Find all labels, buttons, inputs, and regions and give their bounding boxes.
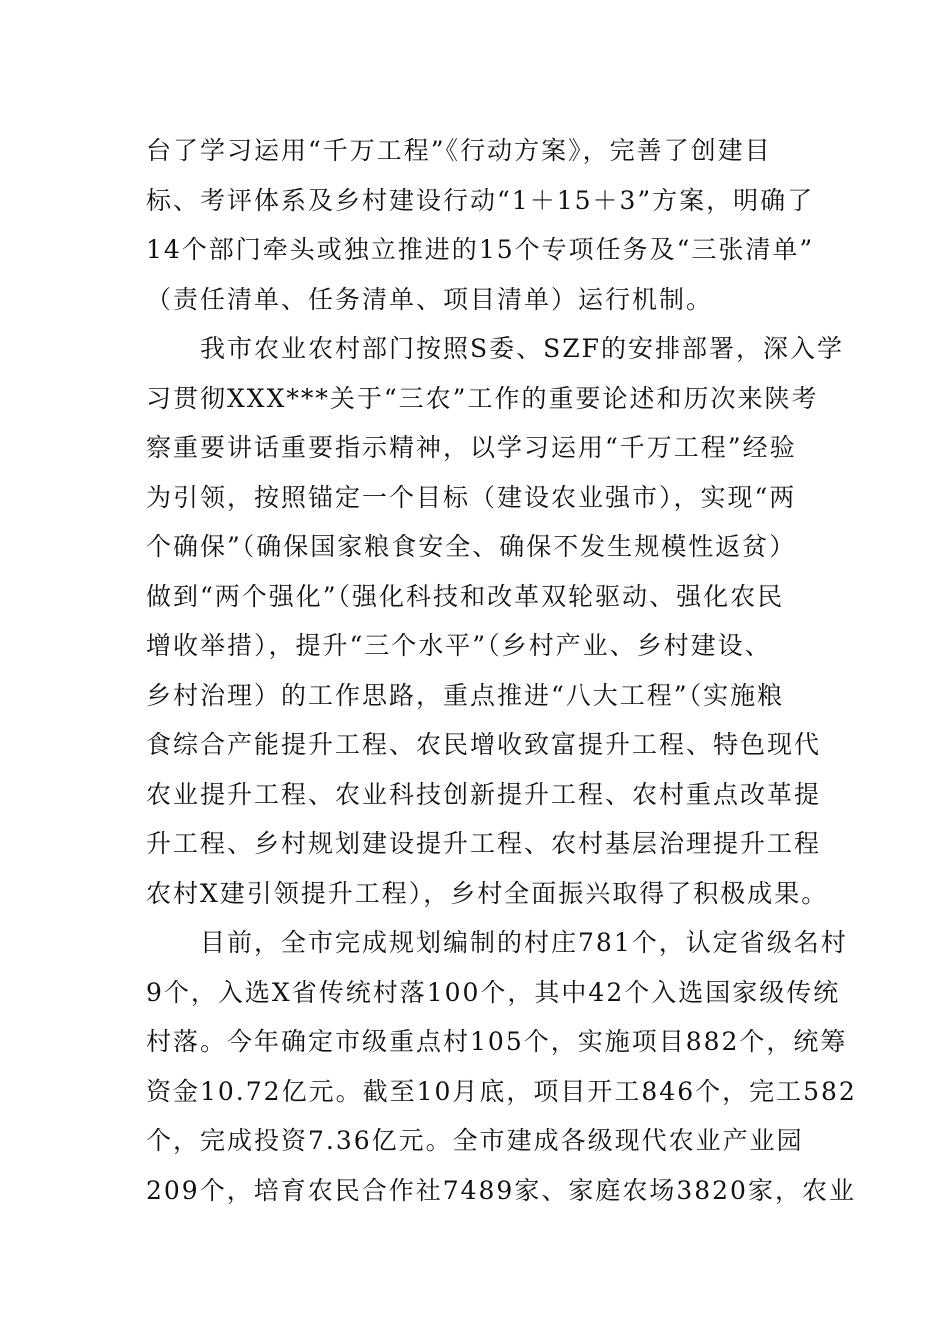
text-line: 9个，入选X省传统村落100个，其中42个入选国家级传统 — [146, 977, 841, 1007]
text-line: 农村X建引领提升工程），乡村全面振兴取得了积极成果。 — [146, 878, 829, 908]
text-line: 我市农业农村部门按照S委、SZF的安排部署，深入学 — [146, 334, 844, 363]
text-line: 增收举措），提升“三个水平”（乡村产业、乡村建设、 — [146, 631, 772, 660]
text-line: 14个部门牵头或独立推进的15个专项任务及“三张清单” — [146, 235, 815, 264]
text-line: 村落。今年确定市级重点村105个，实施项目882个，统筹 — [146, 1027, 848, 1056]
text-line: 个确保”（确保国家粮食安全、确保不发生规模性返贫） — [146, 532, 797, 561]
text-line: 做到“两个强化”（强化科技和改革双轮驱动、强化农民 — [146, 581, 785, 611]
text-line: 升工程、乡村规划建设提升工程、农村基层治理提升工程 — [146, 829, 822, 858]
text-line: 习贯彻XXX***关于“三农”工作的重要论述和历次来陕考 — [146, 383, 819, 413]
text-line: 察重要讲话重要指示精神，以学习运用“千万工程”经验 — [146, 433, 797, 462]
text-line: （责任清单、任务清单、项目清单）运行机制。 — [146, 284, 714, 314]
text-line: 食综合产能提升工程、农民增收致富提升工程、特色现代 — [146, 730, 822, 759]
text-line: 标、考评体系及乡村建设行动“1＋15＋3”方案，明确了 — [146, 185, 815, 215]
text-line: 台了学习运用“千万工程”《行动方案》，完善了创建目 — [146, 136, 772, 165]
body-text — [146, 126, 857, 1215]
text-line: 为引领，按照锚定一个目标（建设农业强市），实现“两 — [146, 482, 797, 512]
text-line: 乡村治理）的工作思路，重点推进“八大工程”（实施粮 — [146, 680, 785, 710]
text-line: 资金10.72亿元。截至10月底，项目开工846个，完工582 — [146, 1076, 857, 1106]
text-line: 209个，培育农民合作社7489家、家庭农场3820家，农业 — [146, 1175, 856, 1205]
text-line: 个，完成投资7.36亿元。全市建成各级现代农业产业园 — [146, 1126, 804, 1155]
text-line: 农业提升工程、农业科技创新提升工程、农村重点改革提 — [146, 779, 822, 809]
text-line: 目前，全市完成规划编制的村庄781个，认定省级名村 — [146, 928, 848, 957]
